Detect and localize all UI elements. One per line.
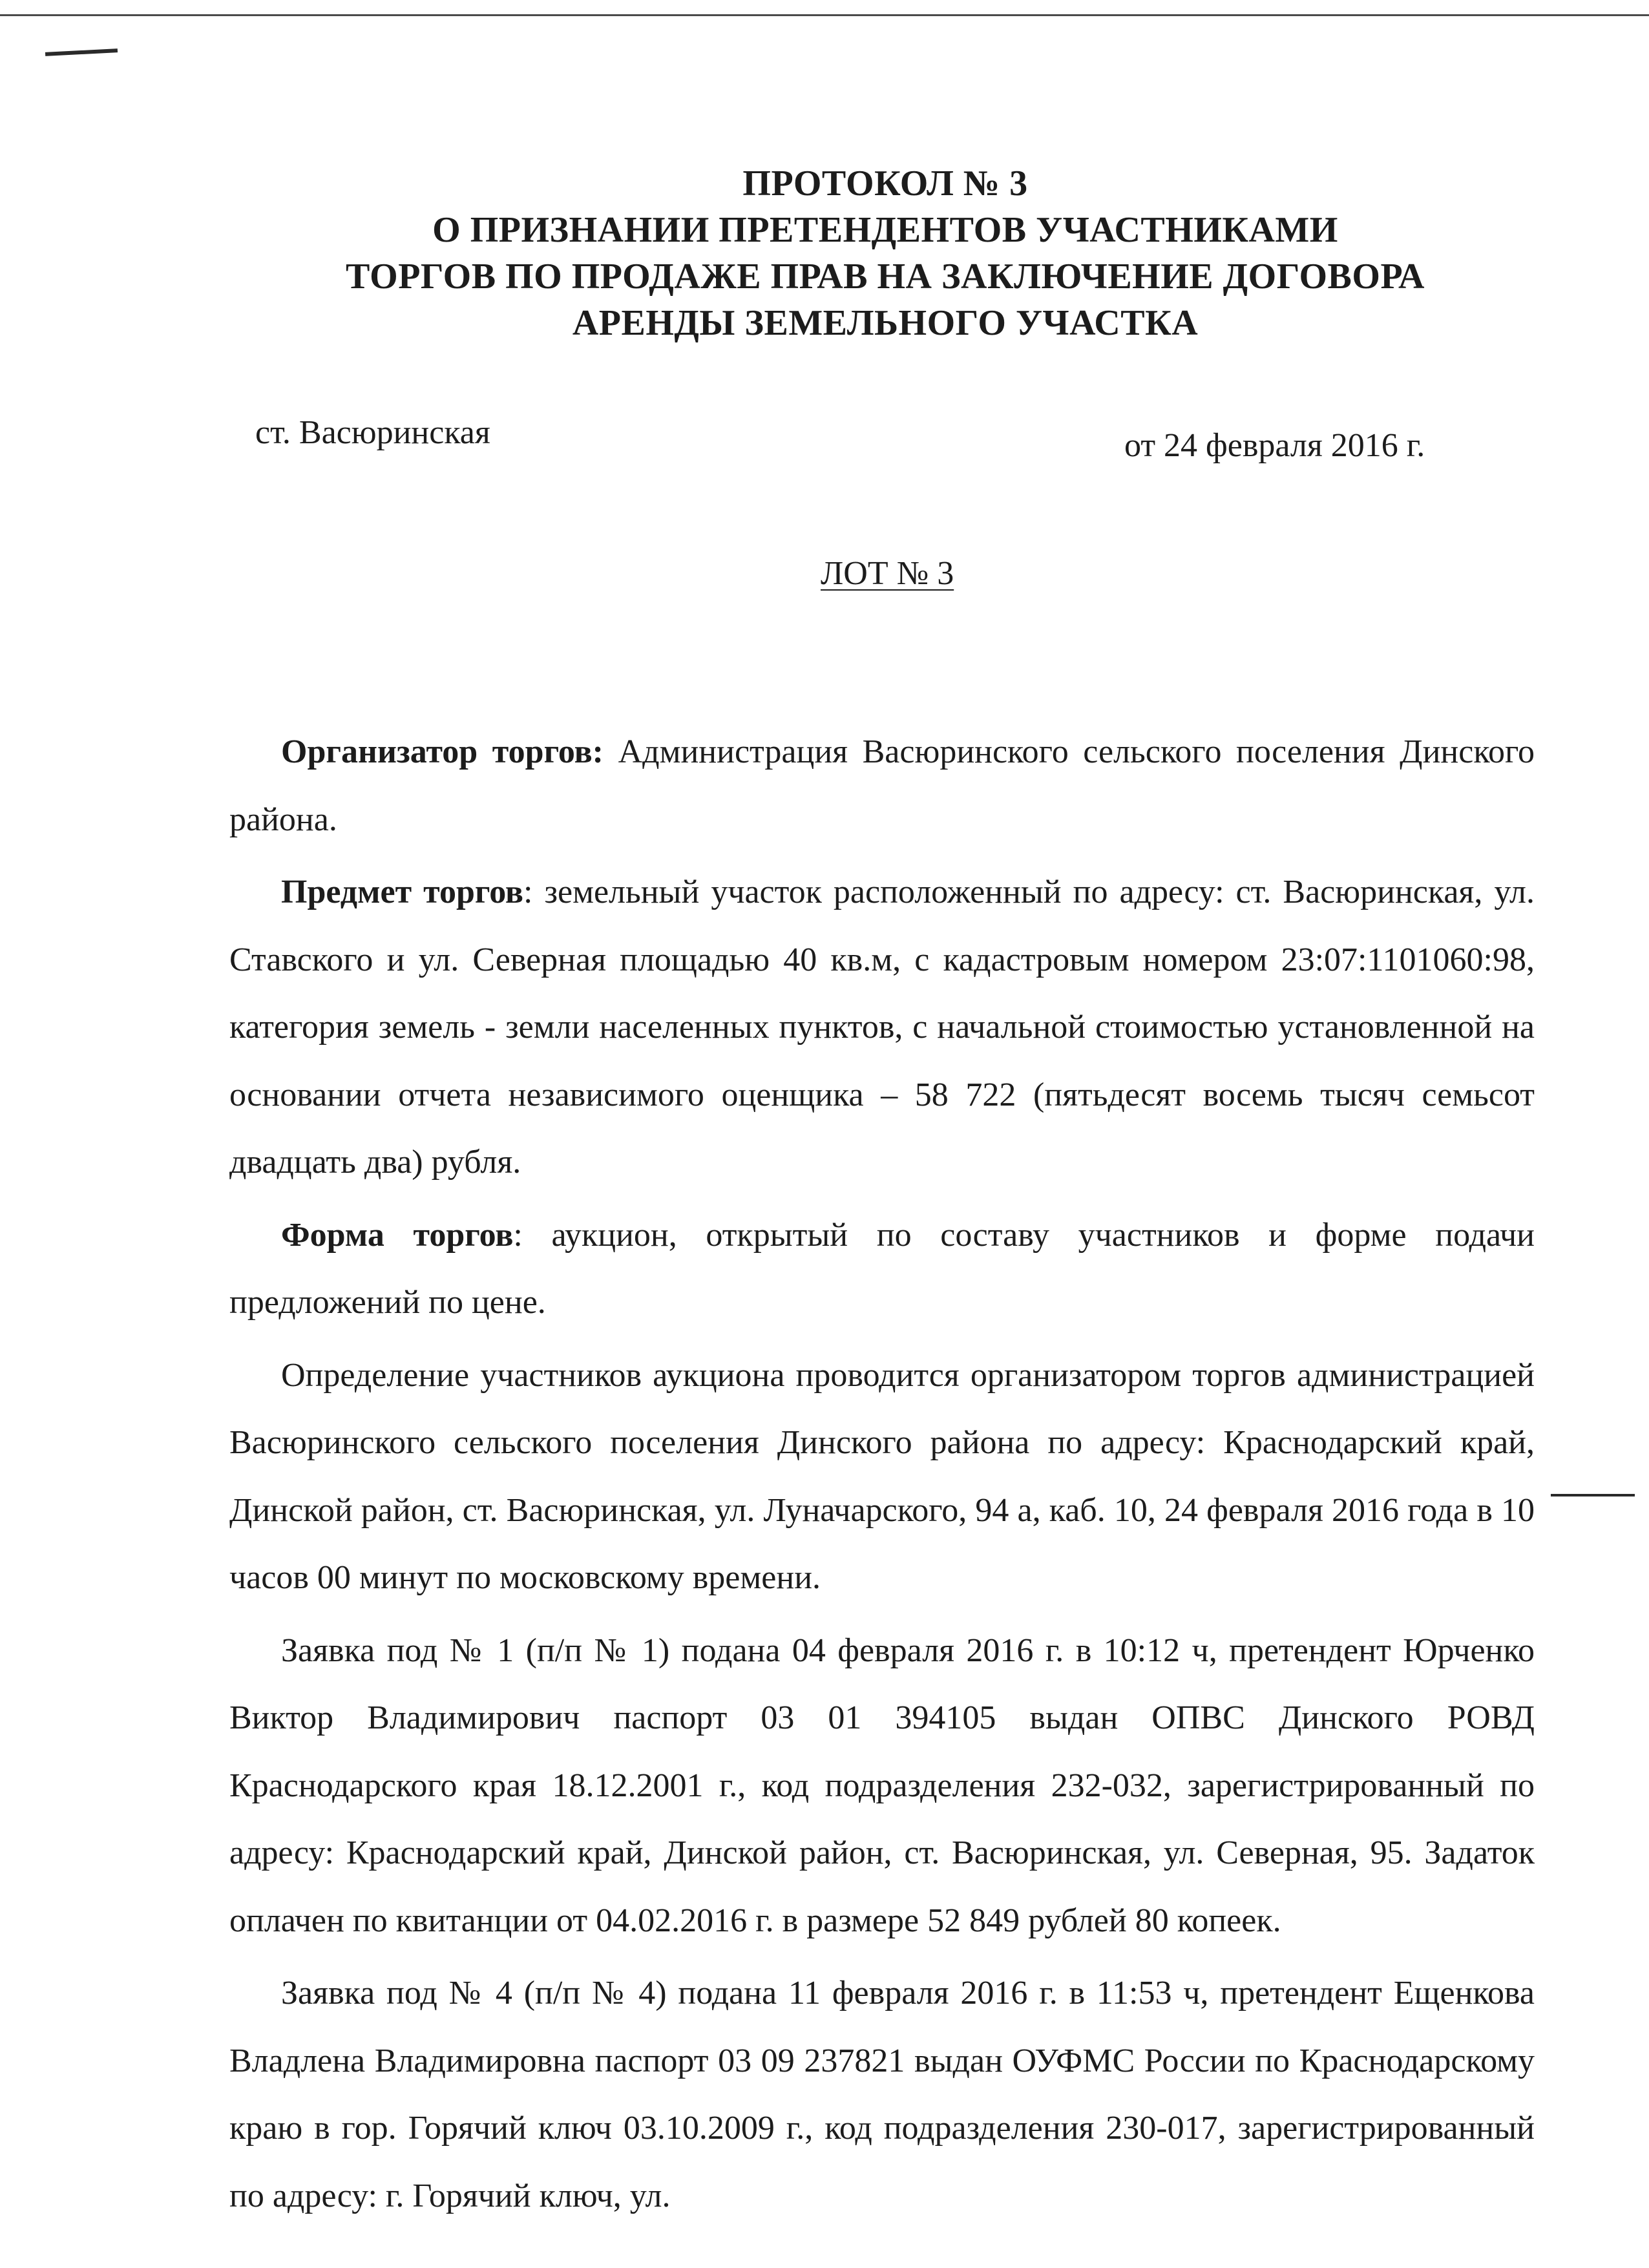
subject-label: Предмет торгов	[281, 874, 523, 910]
determination-paragraph: Определение участников аукциона проводится организатором торгов администрацией Васюринского сельского поселения Динского района по адресу: Краснодарский край, Динской район, ст. Васюринская, ул. Луначарского, 94 а, каб. 10, 24 февраля 2016 года в 10 часов 00 минут по московскому времени.	[229, 1356, 1535, 1596]
organizer-paragraph	[229, 719, 1535, 854]
organizer-text: Администрация Васюринского сельского поселения Динского района.	[229, 733, 1535, 838]
scan-edge-line	[0, 14, 1649, 16]
document-body	[229, 719, 1535, 2230]
scan-margin-dash	[1551, 1494, 1635, 1496]
application-1-paragraph: Заявка под № 1 (п/п № 1) подана 04 февраля 2016 г. в 10:12 ч, претендент Юрченко Виктор Владимирович паспорт 03 01 394105 выдан ОПВС Динского РОВД Краснодарского края 18.12.2001 г., код подразделения 232-032, зарегистрированный по адресу: Краснодарский край, Динской район, ст. Васюринская, ул. Северная, 95. Задаток оплачен по квитанции от 04.02.2016 г. в размере 52 849 рублей 80 копеек.	[229, 1632, 1535, 1939]
heading-line-2: О ПРИЗНАНИИ ПРЕТЕНДЕНТОВ УЧАСТНИКАМИ	[432, 210, 1338, 250]
application-4-paragraph: Заявка под № 4 (п/п № 4) подана 11 февраля 2016 г. в 11:53 ч, претендент Ещенкова Владлена Владимировна паспорт 03 09 237821 выдан ОУФМС России по Краснодарскому краю в гор. Горячий ключ 03.10.2009 г., код подразделения 230-017, зарегистрированный по адресу: г. Горячий ключ, ул.	[229, 1975, 1535, 2214]
document-heading	[194, 160, 1577, 346]
subject-paragraph	[229, 859, 1535, 1197]
form-paragraph	[229, 1202, 1535, 1337]
scan-pen-mark	[45, 48, 118, 56]
heading-line-3: ТОРГОВ ПО ПРОДАЖЕ ПРАВ НА ЗАКЛЮЧЕНИЕ ДОГОВОРА	[346, 257, 1425, 297]
form-text: : аукцион, открытый по составу участников и форме подачи предложений по цене.	[229, 1216, 1535, 1321]
document-date: от 24 февраля 2016 г.	[1124, 427, 1425, 464]
form-label: Форма торгов	[281, 1216, 514, 1254]
document-place: ст. Васюринская	[255, 414, 490, 451]
subject-text: : земельный участок расположенный по адресу: ст. Васюринская, ул. Ставского и ул. Северная площадью 40 кв.м, с кадастровым номером 23:07:1101060:98, категория земель - земли населенных пунктов, с начальной стоимостью установленной на основании отчета независимого оценщика – 58 722 (пятьдесят восемь тысяч семьсот двадцать два) рубля.	[229, 874, 1535, 1181]
lot-number: ЛОТ № 3	[821, 555, 954, 592]
heading-line-4: АРЕНДЫ ЗЕМЕЛЬНОГО УЧАСТКА	[572, 303, 1199, 343]
heading-protocol-number: ПРОТОКОЛ № 3	[742, 163, 1028, 204]
organizer-label: Организатор торгов:	[281, 733, 604, 770]
